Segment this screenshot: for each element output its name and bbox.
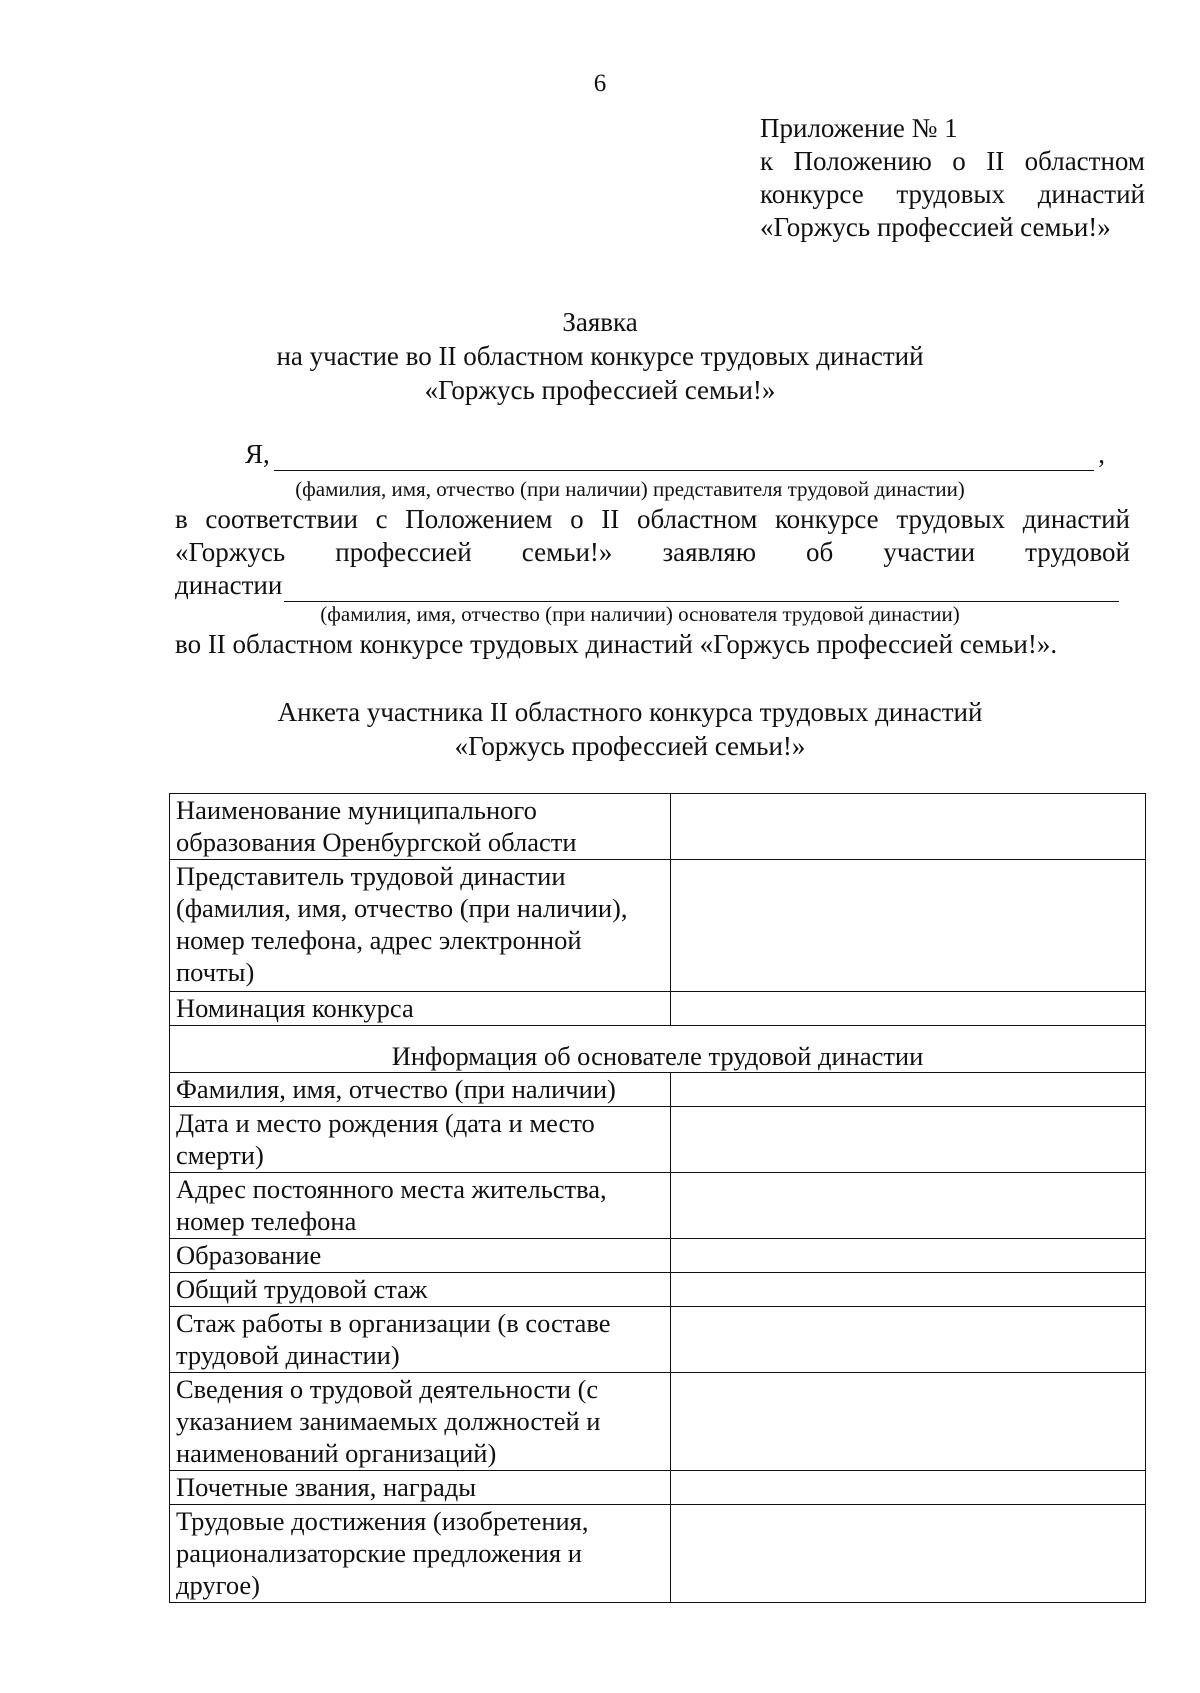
row-label: Почетные звания, награды xyxy=(170,1471,671,1505)
row-label: Наименование муниципального образования Оренбургской области xyxy=(170,794,671,860)
row-label: Общий трудовой стаж xyxy=(170,1273,671,1307)
application-body-line-1: в соответствии с Положением о II областном конкурсе трудовых династий xyxy=(175,504,1130,534)
table-row xyxy=(170,794,1146,860)
table-row xyxy=(170,1173,1146,1239)
row-value-field[interactable] xyxy=(671,1107,1146,1173)
row-value-field[interactable] xyxy=(671,1471,1146,1505)
row-value-field[interactable] xyxy=(671,1073,1146,1107)
appendix-line-4: «Горжусь профессией семьи!» xyxy=(760,212,1111,242)
table-row xyxy=(170,1107,1146,1173)
application-body-line-3: во II областном конкурсе трудовых династий «Горжусь профессией семьи!». xyxy=(175,629,1058,659)
questionnaire-title xyxy=(0,695,1200,763)
table-row xyxy=(170,1373,1146,1471)
table-row xyxy=(170,1273,1146,1307)
row-value-field[interactable] xyxy=(671,992,1146,1026)
row-label: Дата и место рождения (дата и место смерти) xyxy=(170,1107,671,1173)
row-value-field[interactable] xyxy=(671,1505,1146,1603)
founder-fill-row xyxy=(175,569,1123,602)
page-number: 6 xyxy=(593,70,607,97)
questionnaire-title-line-1: Анкета участника II областного конкурса трудовых династий xyxy=(277,697,983,727)
table-row xyxy=(170,1505,1146,1603)
table-row xyxy=(170,1307,1146,1373)
founder-hint: (фамилия, имя, отчество (при наличии) основателя трудовой династии) xyxy=(320,602,960,626)
row-value-field[interactable] xyxy=(671,1173,1146,1239)
ya-comma: , xyxy=(1098,439,1105,469)
questionnaire-table xyxy=(169,793,1146,1603)
table-row xyxy=(170,992,1146,1026)
row-label: Адрес постоянного места жительства, номер телефона xyxy=(170,1173,671,1239)
appendix-line-2: к Положению о II областном xyxy=(760,146,1145,176)
questionnaire-title-line-2: «Горжусь профессией семьи!» xyxy=(454,731,806,761)
row-value-field[interactable] xyxy=(671,860,1146,992)
ya-label: Я, xyxy=(245,439,270,469)
row-value-field[interactable] xyxy=(671,1307,1146,1373)
table-row xyxy=(170,1073,1146,1107)
section-header-row xyxy=(170,1026,1146,1073)
table-row xyxy=(170,1471,1146,1505)
row-label: Представитель трудовой династии (фамилия, имя, отчество (при наличии), номер телефона, адрес электронной почты) xyxy=(170,860,671,992)
row-label: Номинация конкурса xyxy=(170,992,671,1026)
title-line-3: «Горжусь профессией семьи!» xyxy=(424,375,776,405)
row-value-field[interactable] xyxy=(671,794,1146,860)
table-row xyxy=(170,860,1146,992)
row-value-field[interactable] xyxy=(671,1273,1146,1307)
representative-name-field[interactable] xyxy=(274,444,1094,471)
representative-hint: (фамилия, имя, отчество (при наличии) представителя трудовой династии) xyxy=(295,477,965,501)
row-label: Сведения о трудовой деятельности (с указанием занимаемых должностей и наименований организаций) xyxy=(170,1373,671,1471)
title-line-1: Заявка xyxy=(562,307,638,337)
dynasty-label: династии xyxy=(175,570,283,600)
appendix-line-1: Приложение № 1 xyxy=(760,113,958,143)
section-header: Информация об основателе трудовой династии xyxy=(170,1026,1146,1073)
appendix-line-3: конкурсе трудовых династий xyxy=(760,179,1145,209)
row-label: Образование xyxy=(170,1239,671,1273)
founder-name-field[interactable] xyxy=(284,575,1119,602)
row-label: Фамилия, имя, отчество (при наличии) xyxy=(170,1073,671,1107)
row-label: Стаж работы в организации (в составе трудовой династии) xyxy=(170,1307,671,1373)
document-title xyxy=(0,305,1200,407)
row-value-field[interactable] xyxy=(671,1239,1146,1273)
appendix-header xyxy=(760,112,1145,244)
row-value-field[interactable] xyxy=(671,1373,1146,1471)
row-label: Трудовые достижения (изобретения, рационализаторские предложения и другое) xyxy=(170,1505,671,1603)
application-body-line-2: «Горжусь профессией семьи!» заявляю об участии трудовой xyxy=(175,537,1130,567)
table-row xyxy=(170,1239,1146,1273)
representative-fill-row xyxy=(245,438,1105,471)
title-line-2: на участие во II областном конкурсе трудовых династий xyxy=(276,341,924,371)
